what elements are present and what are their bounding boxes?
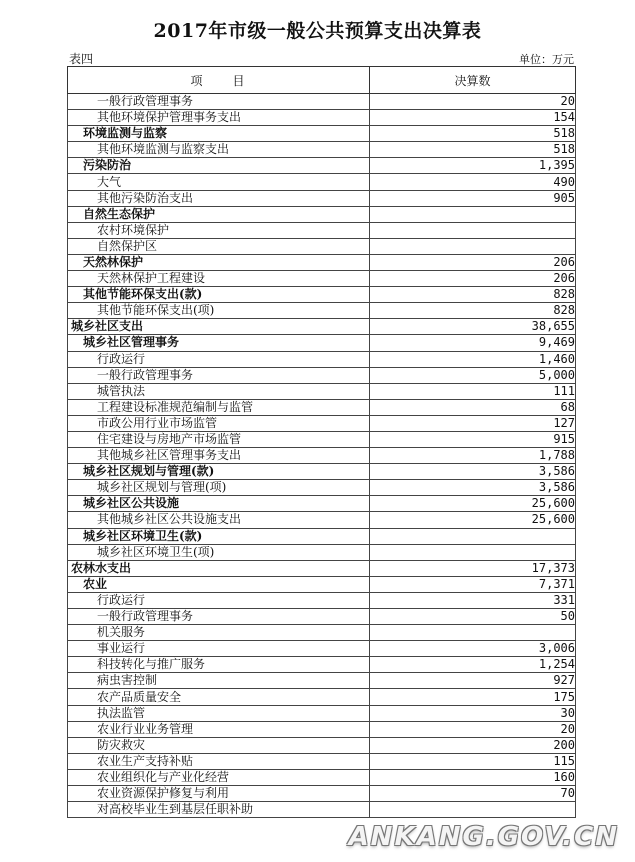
row-amount: 3,006	[370, 641, 576, 657]
row-item-name: 城乡社区环境卫生(项)	[68, 544, 370, 560]
row-item-name: 城乡社区管理事务	[68, 335, 370, 351]
row-item-name: 环境监测与监察	[68, 126, 370, 142]
row-amount: 9,469	[370, 335, 576, 351]
row-amount: 115	[370, 753, 576, 769]
row-item-name: 其他节能环保支出(款)	[68, 287, 370, 303]
row-item-name: 农业	[68, 576, 370, 592]
table-row	[68, 496, 576, 512]
row-amount: 206	[370, 271, 576, 287]
row-item-name: 防灾救灾	[68, 737, 370, 753]
table-row	[68, 544, 576, 560]
row-item-name: 农林水支出	[68, 560, 370, 576]
row-amount: 3,586	[370, 480, 576, 496]
row-amount: 331	[370, 592, 576, 608]
table-row	[68, 464, 576, 480]
unit-label: 单位：万元	[519, 53, 574, 66]
row-item-name: 对高校毕业生到基层任职补助	[68, 802, 370, 818]
table-row	[68, 431, 576, 447]
row-item-name: 其他环境保护管理事务支出	[68, 110, 370, 126]
row-item-name: 机关服务	[68, 625, 370, 641]
row-amount: 915	[370, 431, 576, 447]
table-row	[68, 110, 576, 126]
table-row	[68, 802, 576, 818]
table-row	[68, 383, 576, 399]
row-item-name: 城乡社区支出	[68, 319, 370, 335]
row-amount: 200	[370, 737, 576, 753]
row-item-name: 城乡社区环境卫生(款)	[68, 528, 370, 544]
row-item-name: 一般行政管理事务	[68, 609, 370, 625]
table-label: 表四	[69, 52, 94, 66]
row-amount: 905	[370, 190, 576, 206]
row-amount	[370, 238, 576, 254]
table-row	[68, 126, 576, 142]
table-row	[68, 206, 576, 222]
row-item-name: 农业行业业务管理	[68, 721, 370, 737]
row-amount: 1,254	[370, 657, 576, 673]
row-amount	[370, 222, 576, 238]
table-row	[68, 753, 576, 769]
row-amount: 25,600	[370, 496, 576, 512]
row-item-name: 其他节能环保支出(项)	[68, 303, 370, 319]
table-row	[68, 94, 576, 110]
table-row	[68, 271, 576, 287]
row-item-name: 科技转化与推广服务	[68, 657, 370, 673]
table-row	[68, 367, 576, 383]
row-amount: 17,373	[370, 560, 576, 576]
row-amount: 111	[370, 383, 576, 399]
row-amount: 30	[370, 705, 576, 721]
row-item-name: 城乡社区规划与管理(款)	[68, 464, 370, 480]
row-item-name: 行政运行	[68, 592, 370, 608]
row-amount: 20	[370, 94, 576, 110]
row-amount: 518	[370, 142, 576, 158]
table-body	[68, 94, 576, 818]
row-item-name: 工程建设标准规范编制与监管	[68, 399, 370, 415]
row-item-name: 城乡社区规划与管理(项)	[68, 480, 370, 496]
row-amount	[370, 544, 576, 560]
table-row	[68, 737, 576, 753]
table-row	[68, 786, 576, 802]
table-row	[68, 641, 576, 657]
table-row	[68, 174, 576, 190]
row-item-name: 城乡社区公共设施	[68, 496, 370, 512]
row-amount: 927	[370, 673, 576, 689]
table-row	[68, 303, 576, 319]
row-amount: 20	[370, 721, 576, 737]
row-amount	[370, 625, 576, 641]
table-row	[68, 448, 576, 464]
row-item-name: 天然林保护工程建设	[68, 271, 370, 287]
table-row	[68, 351, 576, 367]
table-row	[68, 560, 576, 576]
table-row	[68, 335, 576, 351]
table-row	[68, 399, 576, 415]
row-item-name: 行政运行	[68, 351, 370, 367]
site-watermark: ANKANG.GOV.CN	[348, 822, 619, 852]
row-amount: 1,395	[370, 158, 576, 174]
row-amount: 38,655	[370, 319, 576, 335]
row-item-name: 天然林保护	[68, 254, 370, 270]
row-amount: 154	[370, 110, 576, 126]
table-row	[68, 673, 576, 689]
table-row	[68, 238, 576, 254]
row-item-name: 其他城乡社区公共设施支出	[68, 512, 370, 528]
row-amount: 7,371	[370, 576, 576, 592]
row-amount: 50	[370, 609, 576, 625]
page-title: 2017年市级一般公共预算支出决算表	[153, 20, 482, 42]
row-amount: 1,788	[370, 448, 576, 464]
row-item-name: 事业运行	[68, 641, 370, 657]
row-amount: 828	[370, 303, 576, 319]
table-row	[68, 657, 576, 673]
table-row	[68, 592, 576, 608]
row-amount: 127	[370, 415, 576, 431]
row-item-name: 其他环境监测与监察支出	[68, 142, 370, 158]
row-item-name: 自然生态保护	[68, 206, 370, 222]
table-row	[68, 480, 576, 496]
row-item-name: 一般行政管理事务	[68, 367, 370, 383]
table-row	[68, 222, 576, 238]
row-item-name: 住宅建设与房地产市场监管	[68, 431, 370, 447]
row-amount: 206	[370, 254, 576, 270]
row-amount	[370, 528, 576, 544]
row-item-name: 其他污染防治支出	[68, 190, 370, 206]
row-item-name: 大气	[68, 174, 370, 190]
table-row	[68, 190, 576, 206]
row-amount: 5,000	[370, 367, 576, 383]
row-item-name: 市政公用行业市场监管	[68, 415, 370, 431]
row-amount: 175	[370, 689, 576, 705]
row-item-name: 病虫害控制	[68, 673, 370, 689]
row-amount: 160	[370, 769, 576, 785]
table-row	[68, 689, 576, 705]
row-amount: 1,460	[370, 351, 576, 367]
row-item-name: 农村环境保护	[68, 222, 370, 238]
table-row	[68, 142, 576, 158]
row-item-name: 一般行政管理事务	[68, 94, 370, 110]
row-amount: 518	[370, 126, 576, 142]
column-header-item: 项 目	[68, 67, 370, 94]
table-row	[68, 705, 576, 721]
row-item-name: 其他城乡社区管理事务支出	[68, 448, 370, 464]
table-row	[68, 287, 576, 303]
row-item-name: 自然保护区	[68, 238, 370, 254]
table-row	[68, 254, 576, 270]
table-header-row	[68, 67, 576, 94]
budget-table	[67, 66, 576, 818]
row-amount: 3,586	[370, 464, 576, 480]
row-item-name: 执法监管	[68, 705, 370, 721]
column-header-amount: 决算数	[370, 67, 576, 94]
row-amount	[370, 802, 576, 818]
row-amount: 25,600	[370, 512, 576, 528]
table-row	[68, 415, 576, 431]
row-item-name: 农业资源保护修复与利用	[68, 786, 370, 802]
row-item-name: 农业组织化与产业化经营	[68, 769, 370, 785]
row-amount: 490	[370, 174, 576, 190]
table-row	[68, 576, 576, 592]
table-row	[68, 528, 576, 544]
table-row	[68, 769, 576, 785]
row-amount: 68	[370, 399, 576, 415]
row-amount: 70	[370, 786, 576, 802]
table-row	[68, 319, 576, 335]
row-amount	[370, 206, 576, 222]
table-row	[68, 158, 576, 174]
row-item-name: 污染防治	[68, 158, 370, 174]
row-item-name: 农产品质量安全	[68, 689, 370, 705]
table-row	[68, 625, 576, 641]
row-item-name: 城管执法	[68, 383, 370, 399]
row-item-name: 农业生产支持补贴	[68, 753, 370, 769]
table-row	[68, 512, 576, 528]
row-amount: 828	[370, 287, 576, 303]
table-row	[68, 609, 576, 625]
table-row	[68, 721, 576, 737]
